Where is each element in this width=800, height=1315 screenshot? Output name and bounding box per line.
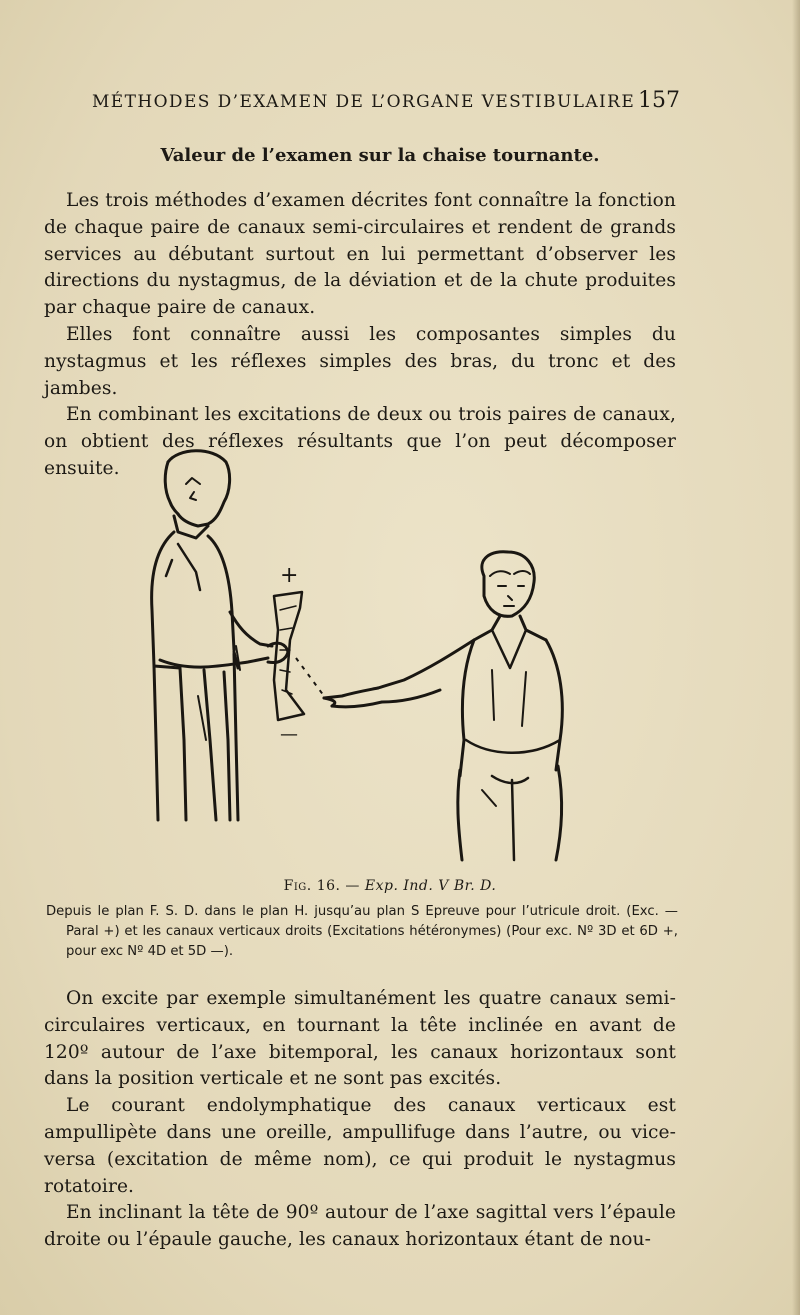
- paragraph: En combinant les excitations de deux ou trois paires de canaux, on obtient des réflexes résultants que l’on peut décomposer ensuite.: [44, 404, 676, 479]
- caption-paragraph: Depuis le plan F. S. D. dans le plan H. jusqu’au plan S Epreuve pour l’utricule droit. (Exc. — Paral +) et les canaux verticaux droits (Excitations hétéronymes) (Pour exc. Nº 3D et 6D +, pour exc Nº 4D et 5D —).: [46, 904, 678, 959]
- figure-16-drawing: [120, 440, 600, 870]
- caption-label: Fig. 16.: [283, 878, 341, 894]
- figure-caption-title: [0, 878, 780, 894]
- section-title: Valeur de l’examen sur la chaise tournante.: [160, 145, 600, 166]
- plus-sign: +: [280, 563, 299, 588]
- figure-caption-text: [46, 902, 678, 962]
- paragraph: Les trois méthodes d’examen décrites font connaître la fonction de chaque paire de canaux semi-circulaires et rendent de grands services au débutant surtout en lui permettant d’observer les directions du nystagmus, de la déviation et de la chute produites par chaque paire de canaux.: [44, 190, 676, 319]
- caption-separator: —: [345, 878, 360, 894]
- paragraph: On excite par exemple simultanément les quatre canaux semi-circulaires verticaux, en tournant la tête inclinée en avant de 120º autour de l’axe bitemporal, les canaux horizontaux sont dans la position verticale et ne sont pas excités.: [44, 988, 676, 1090]
- examiner-figure: [152, 451, 288, 820]
- running-title: MÉTHODES D’EXAMEN DE L’ORGANE VESTIBULAIRE: [92, 92, 636, 112]
- paragraph: Elles font connaître aussi les composantes simples du nystagmus et les réflexes simples des bras, du tronc et des jambes.: [44, 323, 676, 399]
- page-edge-shadow: [792, 0, 800, 1315]
- body-text-top: [44, 188, 676, 483]
- paragraph: En inclinant la tête de 90º autour de l’axe sagittal vers l’épaule droite ou l’épaule gauche, les canaux horizontaux étant de nou-: [44, 1202, 676, 1251]
- figure-illustration: [120, 440, 600, 870]
- page-number: 157: [638, 88, 680, 113]
- running-head: [92, 88, 680, 120]
- minus-sign: —: [280, 724, 298, 745]
- body-text-bottom: [44, 986, 676, 1254]
- paragraph: Le courant endolymphatique des canaux verticaux est ampullipète dans une oreille, ampullifuge dans l’autre, ou vice-versa (excitation de même nom), ce qui produit le nystagmus rotatoire.: [44, 1095, 676, 1197]
- arc-device: [274, 592, 304, 720]
- subject-figure: [324, 552, 562, 860]
- caption-italic: Exp. Ind. V Br. D.: [364, 878, 497, 894]
- dashed-line: [296, 658, 324, 696]
